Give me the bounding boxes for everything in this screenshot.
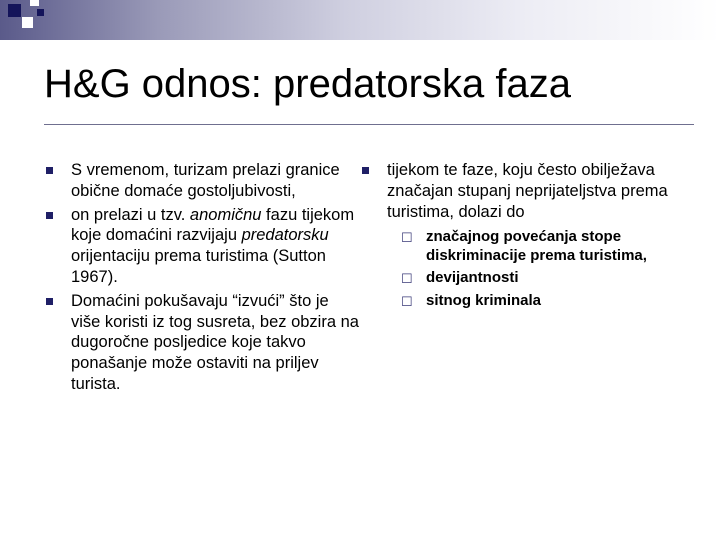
checkbox-bullet-icon: ☐ <box>401 293 413 309</box>
decor-square <box>37 9 44 16</box>
slide-title: H&G odnos: predatorska faza <box>44 62 571 106</box>
left-column <box>44 160 362 395</box>
bullet-item <box>44 205 362 288</box>
sub-bullet-item <box>398 292 700 311</box>
sub-bullet-item <box>398 269 700 288</box>
square-bullet-icon <box>46 298 53 305</box>
title-divider <box>44 124 694 125</box>
bullet-text-part: fazu tijekom koje domaćini razvijaju <box>71 205 355 245</box>
bullet-item <box>360 160 700 310</box>
header-gradient-band <box>0 0 720 40</box>
right-bullet-list <box>360 160 700 310</box>
sub-bullet-text: značajnog povećanja stope diskriminacije prema turistima, <box>426 228 647 264</box>
checkbox-bullet-icon: ☐ <box>401 230 413 246</box>
decor-square <box>8 4 21 17</box>
square-bullet-icon <box>46 167 53 174</box>
right-column <box>360 160 700 310</box>
checkbox-bullet-icon: ☐ <box>401 271 413 287</box>
decor-square <box>22 17 33 28</box>
bullet-text: tijekom te faze, koju često obilježava značajan stupanj neprijateljstva prema turistima, dolazi do <box>387 161 668 221</box>
decor-square <box>30 0 39 6</box>
square-bullet-icon <box>362 167 369 174</box>
bullet-item <box>44 291 362 395</box>
sub-bullet-text: sitnog kriminala <box>426 291 542 309</box>
emphasis-text: predatorsku <box>241 226 329 245</box>
emphasis-text: anomičnu <box>189 205 262 224</box>
bullet-text-part: orijentaciju prema turistima (Sutton 1967). <box>71 247 326 286</box>
bullet-text: Domaćini pokušavaju “izvući” što je više koristi iz tog susreta, bez obzira na dugoročne posljedice koje takvo ponašanje može ostaviti na priljev turista. <box>71 291 359 393</box>
left-bullet-list <box>44 160 362 395</box>
bullet-item <box>44 160 362 202</box>
square-bullet-icon <box>46 212 53 219</box>
sub-bullet-list <box>398 228 700 310</box>
bullet-text-part: on prelazi u tzv. <box>71 205 190 224</box>
bullet-text: S vremenom, turizam prelazi granice obične domaće gostoljubivosti, <box>71 161 340 200</box>
sub-bullet-item <box>398 228 700 265</box>
sub-bullet-text: devijantnosti <box>426 269 519 287</box>
